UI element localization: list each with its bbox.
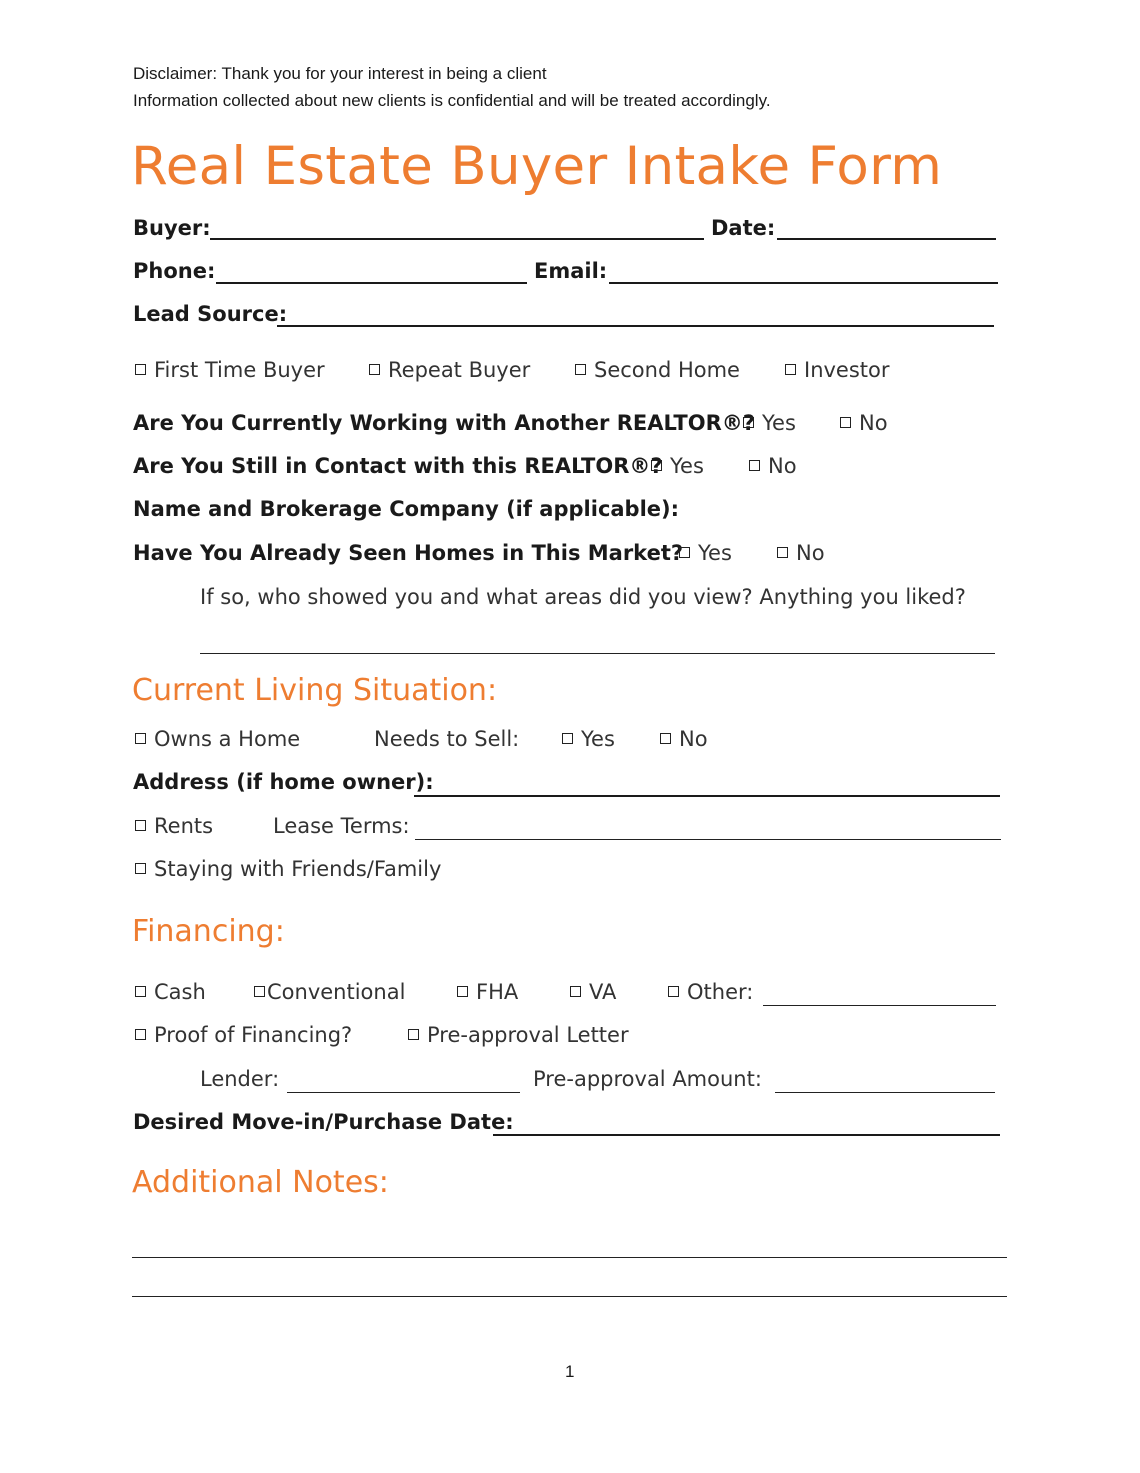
notes-line-1[interactable]: [132, 1257, 1007, 1258]
checkbox-icon: [749, 460, 760, 471]
owns-home-checkbox[interactable]: [135, 727, 300, 751]
page-title: Real Estate Buyer Intake Form: [131, 136, 943, 197]
checkbox-icon: [562, 733, 573, 744]
lender-field[interactable]: [287, 1092, 520, 1093]
lease-terms-field[interactable]: [415, 839, 1001, 840]
date-label: Date:: [711, 216, 776, 240]
second-home-label: Second Home: [594, 358, 740, 382]
contact-realtor-question: Are You Still in Contact with this REALTOR®?: [133, 454, 663, 478]
preapproval-amount-label: Pre-approval Amount:: [533, 1067, 762, 1091]
lender-label: Lender:: [200, 1067, 280, 1091]
financing-heading: Financing:: [132, 914, 285, 949]
page-number: 1: [565, 1362, 575, 1381]
working-realtor-question: Are You Currently Working with Another REALTOR®?: [133, 411, 755, 435]
repeat-buyer-label: Repeat Buyer: [388, 358, 531, 382]
move-in-field[interactable]: [493, 1134, 1000, 1136]
yes-label: Yes: [670, 454, 704, 478]
preapproval-letter-label: Pre-approval Letter: [427, 1023, 629, 1047]
working-realtor-yes[interactable]: [743, 411, 796, 435]
rents-checkbox[interactable]: [135, 814, 213, 838]
needs-sell-label: Needs to Sell:: [374, 727, 520, 751]
yes-label: Yes: [762, 411, 796, 435]
contact-realtor-yes[interactable]: [651, 454, 704, 478]
cash-checkbox[interactable]: [135, 980, 206, 1004]
conventional-checkbox[interactable]: [254, 980, 405, 1004]
move-in-label: Desired Move-in/Purchase Date:: [133, 1110, 514, 1134]
address-field[interactable]: [414, 795, 1000, 797]
address-label: Address (if home owner):: [133, 770, 434, 794]
checkbox-icon: [408, 1029, 419, 1040]
other-checkbox[interactable]: [668, 980, 753, 1004]
conventional-label: Conventional: [267, 980, 406, 1004]
checkbox-icon: [743, 417, 754, 428]
disclaimer-line-1: Disclaimer: Thank you for your interest in being a client: [133, 64, 547, 83]
seen-homes-question: Have You Already Seen Homes in This Market?: [133, 541, 684, 565]
va-label: VA: [589, 980, 617, 1004]
seen-homes-followup: If so, who showed you and what areas did you view? Anything you liked?: [200, 585, 966, 609]
needs-sell-yes[interactable]: [562, 727, 615, 751]
checkbox-icon: [135, 863, 146, 874]
living-heading: Current Living Situation:: [132, 673, 498, 708]
email-field[interactable]: [609, 282, 998, 284]
yes-label: Yes: [581, 727, 615, 751]
buyer-label: Buyer:: [133, 216, 211, 240]
checkbox-icon: [660, 733, 671, 744]
fha-label: FHA: [476, 980, 519, 1004]
investor-checkbox[interactable]: [785, 358, 890, 382]
checkbox-icon: [575, 364, 586, 375]
lead-source-label: Lead Source:: [133, 302, 288, 326]
needs-sell-no[interactable]: [660, 727, 708, 751]
checkbox-icon: [679, 547, 690, 558]
no-label: No: [796, 541, 825, 565]
repeat-buyer-checkbox[interactable]: [369, 358, 530, 382]
brokerage-label: Name and Brokerage Company (if applicable):: [133, 497, 680, 521]
seen-homes-no[interactable]: [777, 541, 825, 565]
checkbox-icon: [840, 417, 851, 428]
working-realtor-no[interactable]: [840, 411, 888, 435]
checkbox-icon: [668, 986, 679, 997]
checkbox-icon: [457, 986, 468, 997]
checkbox-icon: [135, 986, 146, 997]
other-field[interactable]: [763, 1005, 996, 1006]
notes-heading: Additional Notes:: [132, 1165, 389, 1200]
phone-field[interactable]: [216, 282, 527, 284]
seen-homes-answer-field[interactable]: [200, 653, 995, 654]
cash-label: Cash: [154, 980, 206, 1004]
investor-label: Investor: [804, 358, 890, 382]
preapproval-amount-field[interactable]: [775, 1092, 995, 1093]
disclaimer-line-2: Information collected about new clients is confidential and will be treated accordingly.: [133, 91, 771, 110]
owns-home-label: Owns a Home: [154, 727, 301, 751]
staying-label: Staying with Friends/Family: [154, 857, 442, 881]
checkbox-icon: [570, 986, 581, 997]
checkbox-icon: [777, 547, 788, 558]
checkbox-icon: [785, 364, 796, 375]
first-time-buyer-checkbox[interactable]: [135, 358, 325, 382]
buyer-field[interactable]: [210, 238, 704, 240]
first-time-buyer-label: First Time Buyer: [154, 358, 325, 382]
no-label: No: [679, 727, 708, 751]
contact-realtor-no[interactable]: [749, 454, 797, 478]
yes-label: Yes: [698, 541, 732, 565]
checkbox-icon: [135, 364, 146, 375]
seen-homes-yes[interactable]: [679, 541, 732, 565]
preapproval-letter-checkbox[interactable]: [408, 1023, 629, 1047]
checkbox-icon: [254, 986, 265, 997]
other-label: Other:: [687, 980, 754, 1004]
notes-line-2[interactable]: [132, 1296, 1007, 1297]
checkbox-icon: [651, 460, 662, 471]
phone-label: Phone:: [133, 259, 216, 283]
no-label: No: [768, 454, 797, 478]
checkbox-icon: [135, 820, 146, 831]
proof-checkbox[interactable]: [135, 1023, 352, 1047]
second-home-checkbox[interactable]: [575, 358, 740, 382]
date-field[interactable]: [777, 238, 996, 240]
proof-label: Proof of Financing?: [154, 1023, 353, 1047]
fha-checkbox[interactable]: [457, 980, 518, 1004]
checkbox-icon: [135, 1029, 146, 1040]
email-label: Email:: [534, 259, 608, 283]
no-label: No: [859, 411, 888, 435]
staying-checkbox[interactable]: [135, 857, 441, 881]
rents-label: Rents: [154, 814, 214, 838]
lead-source-field[interactable]: [277, 325, 994, 327]
checkbox-icon: [369, 364, 380, 375]
lease-terms-label: Lease Terms:: [273, 814, 410, 838]
va-checkbox[interactable]: [570, 980, 616, 1004]
checkbox-icon: [135, 733, 146, 744]
